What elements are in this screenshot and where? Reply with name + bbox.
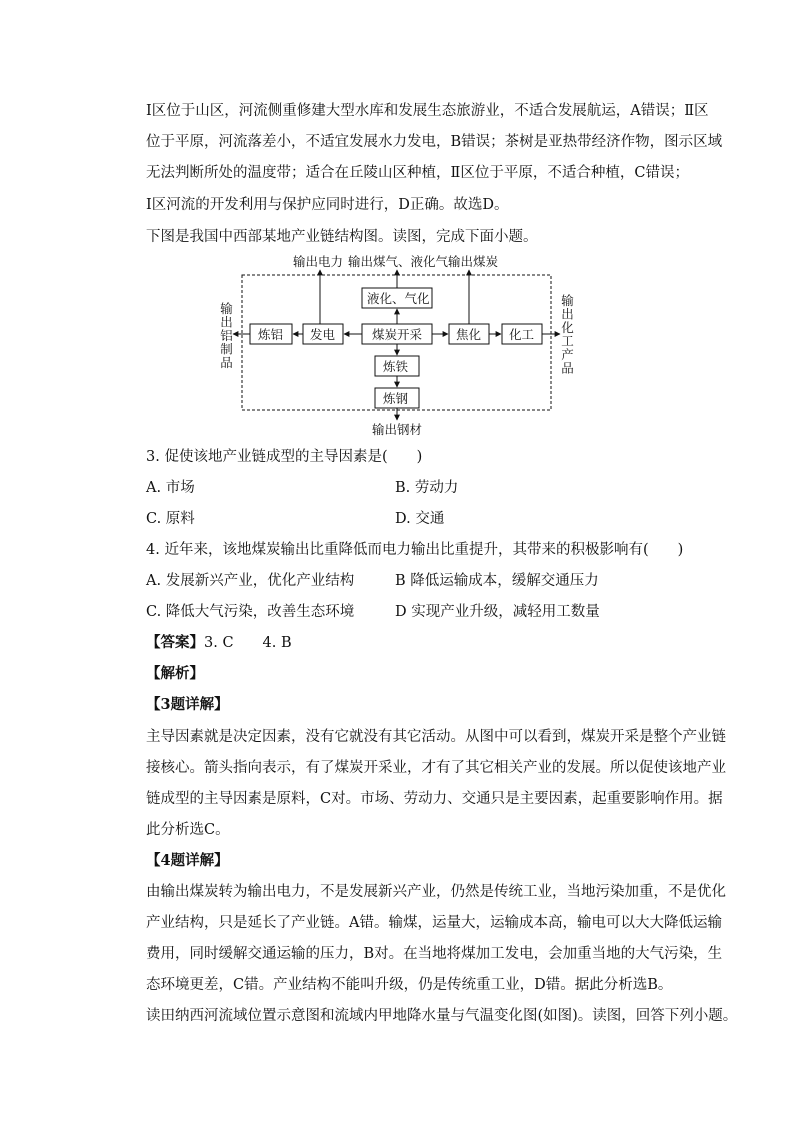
q3-detail-line-2: 接核心。箭头指向表示，有了煤炭开采业，才有了其它相关产业的发展。所以促使该地产业 xyxy=(146,760,726,776)
output-power-label: 输出电力 xyxy=(293,254,344,269)
q3-option-c: C. 原料 xyxy=(146,511,195,527)
industry-chain-diagram xyxy=(0,248,794,448)
intro-line-2: 位于平原，河流落差小，不适宜发展水力发电，B错误；茶树是亚热带经济作物，图示区域 xyxy=(146,134,723,150)
output-aluminum-label: 输出铝制品 xyxy=(218,302,234,370)
q4-detail-line-1: 由输出煤炭转为输出电力，不是发展新兴产业，仍然是传统工业，当地污染加重，不是优化 xyxy=(146,884,726,900)
analysis-label: 【解析】 xyxy=(146,665,204,682)
q4-detail-line-4: 态环境更差，C错。产业结构不能叫升级，仍是传统重工业，D错。据此分析选B。 xyxy=(146,977,673,993)
q3-stem: 3. 促使该地产业链成型的主导因素是( ) xyxy=(146,449,423,465)
q3-option-d: D. 交通 xyxy=(395,511,445,527)
q4-detail-label: 【4题详解】 xyxy=(146,852,229,869)
output-gas-label: 输出煤气、液化气 xyxy=(348,254,449,269)
node-coking: 焦化 xyxy=(456,327,482,342)
node-iron: 炼铁 xyxy=(383,359,409,374)
q4-option-c: C. 降低大气污染，改善生态环境 xyxy=(146,604,355,620)
node-smelt-al: 炼铝 xyxy=(258,327,284,342)
node-liquefy: 液化、气化 xyxy=(367,291,430,306)
q4-option-d: D 实现产业升级，减轻用工数量 xyxy=(395,604,600,620)
answer-text: 3. C 4. B xyxy=(204,635,292,651)
output-chemical-label: 输出化工产品 xyxy=(559,294,575,375)
q4-detail-line-2: 产业结构，只是延长了产业链。A错。输煤，运量大，运输成本高，输电可以大大降低运输 xyxy=(146,915,722,931)
q3-detail-label: 【3题详解】 xyxy=(146,696,229,713)
q3-option-b: B. 劳动力 xyxy=(395,480,459,496)
node-chemical: 化工 xyxy=(509,327,535,342)
answer-row xyxy=(146,633,292,653)
q3-detail-line-4: 此分析选C。 xyxy=(146,822,230,838)
next-question-intro: 读田纳西河流域位置示意图和流域内甲地降水量与气温变化图(如图)。读图，回答下列小题。 xyxy=(146,1008,738,1024)
q3-detail-line-3: 链成型的主导因素是原料，C对。市场、劳动力、交通只是主要因素，起重要影响作用。据 xyxy=(146,791,723,807)
output-steel-label: 输出钢材 xyxy=(372,422,423,437)
output-coal-label: 输出煤炭 xyxy=(448,254,499,269)
intro-line-4: Ⅰ区河流的开发利用与保护应同时进行，D正确。故选D。 xyxy=(146,197,509,213)
q3-detail-line-1: 主导因素就是决定因素，没有它就没有其它活动。从图中可以看到，煤炭开采是整个产业链 xyxy=(146,729,726,745)
node-steel: 炼钢 xyxy=(383,391,409,406)
q4-stem: 4. 近年来，该地煤炭输出比重降低而电力输出比重提升，其带来的积极影响有( ) xyxy=(146,542,684,558)
node-mining: 煤炭开采 xyxy=(372,327,423,342)
q4-option-b: B 降低运输成本，缓解交通压力 xyxy=(395,573,599,589)
question-intro: 下图是我国中西部某地产业链结构图。读图，完成下面小题。 xyxy=(146,229,538,245)
intro-line-1: Ⅰ区位于山区，河流侧重修建大型水库和发展生态旅游业，不适合发展航运，A错误；Ⅱ区 xyxy=(146,103,709,119)
node-power: 发电 xyxy=(310,327,336,342)
answer-label: 【答案】 xyxy=(146,634,204,651)
q4-detail-line-3: 费用，同时缓解交通运输的压力，B对。在当地将煤加工发电，会加重当地的大气污染，生 xyxy=(146,946,723,962)
intro-line-3: 无法判断所处的温度带；适合在丘陵山区种植，Ⅱ区位于平原，不适合种植，C错误； xyxy=(146,165,689,181)
q3-option-a: A. 市场 xyxy=(146,480,195,496)
q4-option-a: A. 发展新兴产业，优化产业结构 xyxy=(146,573,355,589)
